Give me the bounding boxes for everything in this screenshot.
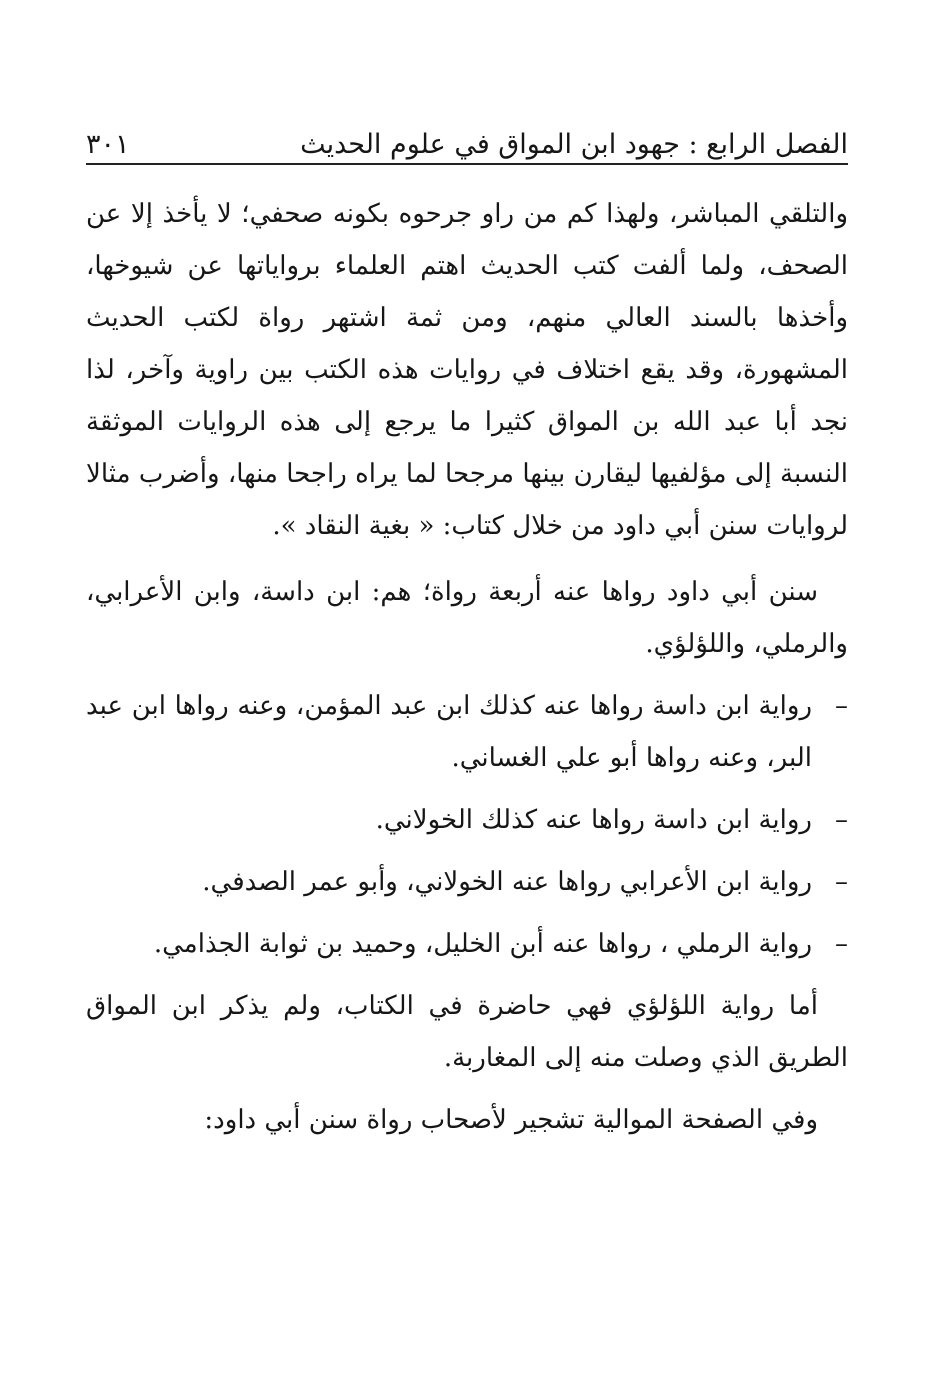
list-item-2 <box>86 794 848 846</box>
paragraph-2: سنن أبي داود رواها عنه أربعة رواة؛ هم: ابن داسة، وابن الأعرابي، والرملي، واللؤلؤي. <box>86 577 848 659</box>
list-dash: – <box>835 867 848 897</box>
list-dash: – <box>835 805 848 835</box>
list-item-3 <box>86 856 848 908</box>
paragraph-3: أما رواية اللؤلؤي فهي حاضرة في الكتاب، ولم يذكر ابن المواق الطريق الذي وصلت منه إلى المغاربة. <box>86 991 848 1073</box>
header-divider <box>86 163 848 165</box>
list-item-4 <box>86 918 848 970</box>
list-item-text: رواية ابن داسة رواها عنه كذلك ابن عبد المؤمن، وعنه رواها ابن عبد البر، وعنه رواها أبو علي الغساني. <box>86 691 812 773</box>
page-body <box>86 188 848 1146</box>
running-header <box>86 108 848 160</box>
paragraph-4: وفي الصفحة الموالية تشجير لأصحاب رواة سنن أبي داود: <box>204 1105 818 1135</box>
page-number: ٣٠١ <box>86 129 130 160</box>
list-item-text: رواية ابن الأعرابي رواها عنه الخولاني، وأبو عمر الصدفي. <box>202 867 812 897</box>
list-dash: – <box>835 691 848 721</box>
list-item-text: رواية ابن داسة رواها عنه كذلك الخولاني. <box>375 805 812 835</box>
list-item-text: رواية الرملي ، رواها عنه أبن الخليل، وحميد بن ثوابة الجذامي. <box>153 929 812 959</box>
list-dash: – <box>835 929 848 959</box>
chapter-title: الفصل الرابع : جهود ابن المواق في علوم الحديث <box>300 129 848 160</box>
paragraph-1: والتلقي المباشر، ولهذا كم من راو جرحوه بكونه صحفي؛ لا يأخذ إلا عن الصحف، ولما ألفت كتب الحديث اهتم العلماء برواياتها عن شيوخها، وأخذها بالسند العالي منهم، ومن ثمة اشتهر رواة لكتب الحديث المشهورة، وقد يقع اختلاف في روايات هذه الكتب بين راوية وآخر، لذا نجد أبا عبد الله بن المواق كثيرا ما يرجع إلى هذه الروايات الموثقة النسبة إلى مؤلفيها ليقارن بينها مرجحا لما يراه راجحا منها، وأضرب مثالا لروايات سنن أبي داود من خلال كتاب: « بغية النقاد ». <box>86 199 848 541</box>
list-item-1 <box>86 680 848 784</box>
